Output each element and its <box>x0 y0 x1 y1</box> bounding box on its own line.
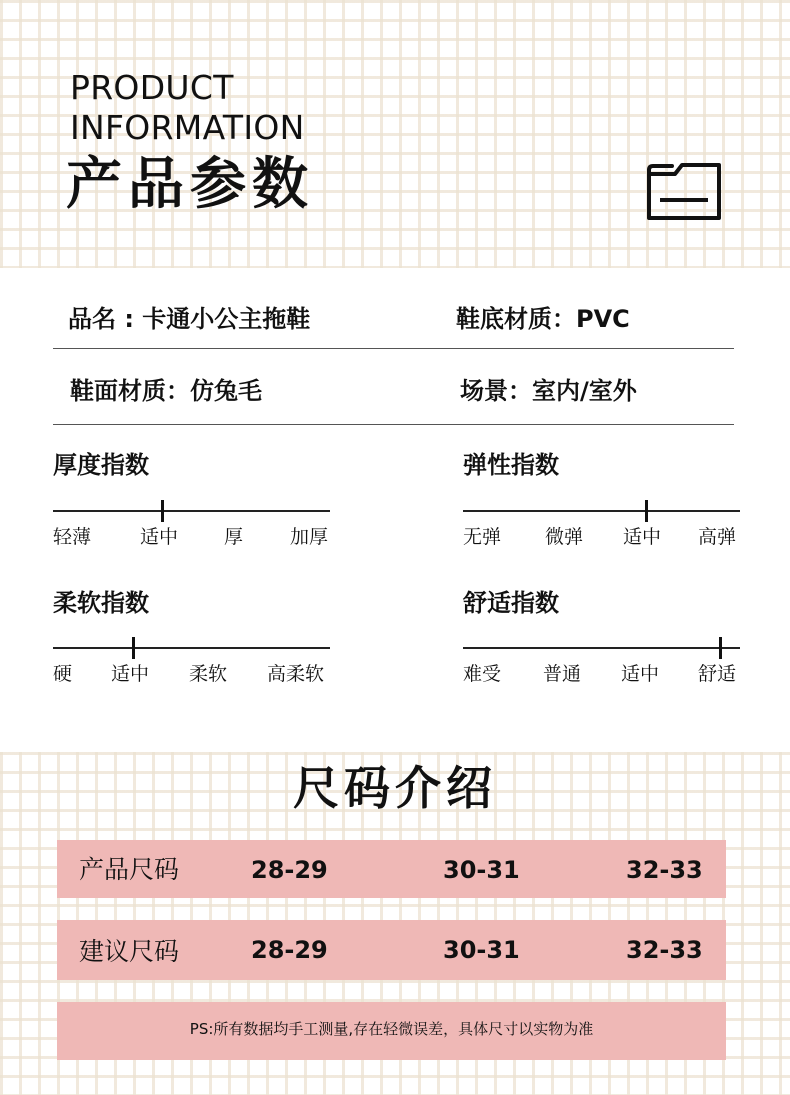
meter-title: 舒适指数 <box>463 589 559 617</box>
meter-marker <box>132 637 135 659</box>
meter-title: 柔软指数 <box>53 589 149 617</box>
size-value: 32-33 <box>626 856 703 884</box>
folder-icon <box>644 158 724 224</box>
meter-label: 微弹 <box>545 526 584 548</box>
meter-label: 加厚 <box>290 526 329 548</box>
meter-label: 高柔软 <box>267 663 325 685</box>
meter-label: 普通 <box>543 663 582 685</box>
meter-label: 舒适 <box>698 663 737 685</box>
meter-track <box>53 647 330 649</box>
spec-product-name: 品名 : 卡通小公主拖鞋 <box>68 305 311 333</box>
measurement-note: PS:所有数据均手工测量,存在轻微误差，具体尺寸以实物为准 <box>189 1020 594 1038</box>
divider <box>53 348 734 349</box>
meter-label: 适中 <box>111 663 150 685</box>
size-value: 30-31 <box>443 856 520 884</box>
size-value: 28-29 <box>251 936 328 964</box>
meter-label: 厚 <box>224 526 244 548</box>
meter-label: 轻薄 <box>53 526 92 548</box>
meter-title: 厚度指数 <box>53 451 149 479</box>
size-section-title: 尺码介绍 <box>293 761 497 815</box>
title-english-line1: PRODUCT <box>70 68 234 107</box>
measurement-note-box <box>57 1002 726 1060</box>
spec-scene: 场景：室内/室外 <box>460 377 637 405</box>
size-row-product <box>57 840 726 898</box>
meter-label: 高弹 <box>698 526 737 548</box>
meter-marker <box>719 637 722 659</box>
spec-upper-material: 鞋面材质：仿兔毛 <box>70 377 262 405</box>
meter-label: 无弹 <box>463 526 502 548</box>
meter-track <box>463 647 740 649</box>
meter-marker <box>161 500 164 522</box>
title-english <box>70 68 305 148</box>
title-english-line2: INFORMATION <box>70 108 305 147</box>
meter-label: 硬 <box>53 663 73 685</box>
meter-title: 弹性指数 <box>463 451 559 479</box>
meter-label: 难受 <box>463 663 502 685</box>
size-row-label: 产品尺码 <box>79 855 180 884</box>
size-value: 30-31 <box>443 936 520 964</box>
size-value: 28-29 <box>251 856 328 884</box>
meter-marker <box>645 500 648 522</box>
divider <box>53 424 734 425</box>
size-row-recommended <box>57 920 726 980</box>
title-chinese: 产品参数 <box>66 152 314 217</box>
meter-label: 柔软 <box>189 663 228 685</box>
spec-sole-material: 鞋底材质：PVC <box>456 305 630 333</box>
size-row-label: 建议尺码 <box>79 937 180 966</box>
meter-label: 适中 <box>140 526 179 548</box>
meter-label: 适中 <box>623 526 662 548</box>
meter-label: 适中 <box>621 663 660 685</box>
meter-track <box>463 510 740 512</box>
size-value: 32-33 <box>626 936 703 964</box>
meter-track <box>53 510 330 512</box>
